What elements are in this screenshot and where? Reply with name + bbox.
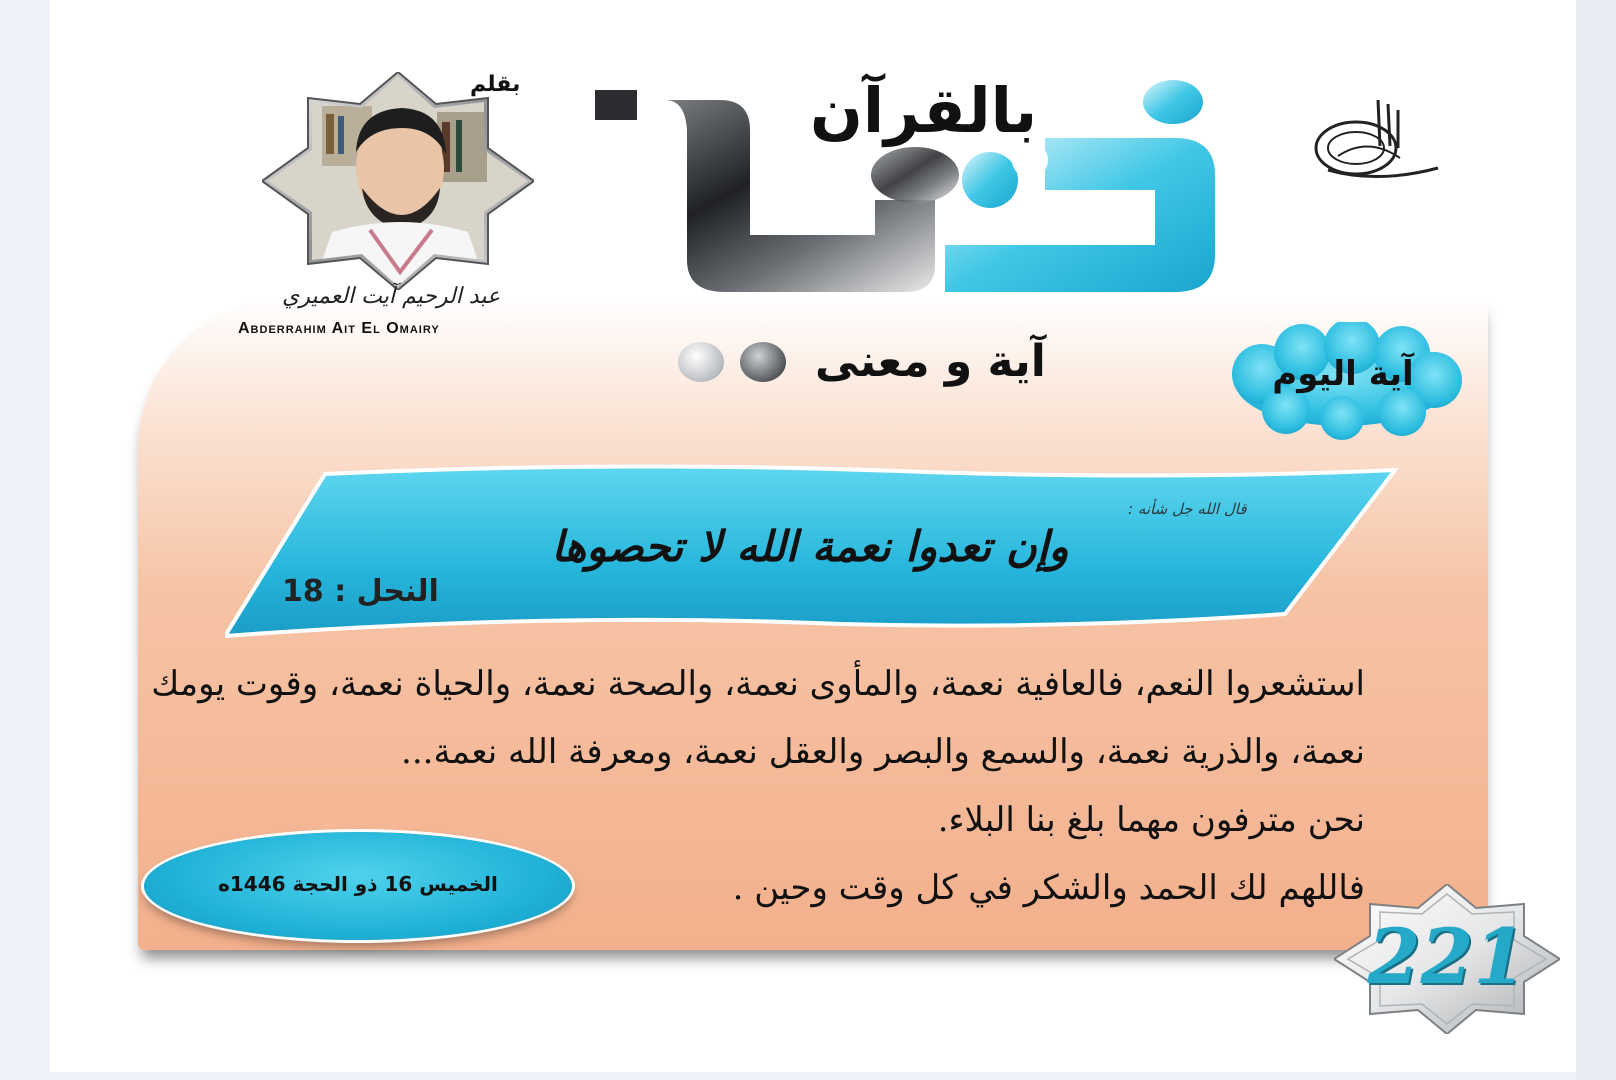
date-label: الخميس 16 ذو الحجة 1446ه xyxy=(218,872,498,896)
issue-number: 221 xyxy=(1367,912,1527,1001)
author-name-latin: Abderrahim Ait El Omairy xyxy=(238,320,440,337)
left-margin xyxy=(0,0,50,1080)
verse-reference: النحل : 18 xyxy=(282,574,439,609)
author-by-label: بقلم xyxy=(470,72,521,97)
verse-text: وإن تعدوا نعمة الله لا تحصوها xyxy=(551,522,1069,571)
body-paragraph: فاللهم لك الحمد والشكر في كل وقت وحين . xyxy=(732,868,1365,908)
decor-dot-light xyxy=(678,342,724,382)
title-top-word: بالقرآن xyxy=(810,74,1038,147)
verse-of-day-label: آية اليوم xyxy=(1272,354,1414,394)
body-paragraph: استشعروا النعم، فالعافية نعمة، والمأوى نعمة، والصحة نعمة، والحياة نعمة، وقوت يومك نعمة، والذرية نعمة، والسمع والبصر والعقل نعمة، ومعرفة الله نعمة... xyxy=(151,664,1365,772)
decor-dot-dark xyxy=(740,342,786,382)
calligraphy-emblem-icon xyxy=(1308,96,1442,192)
author-name-arabic: عبد الرحيم آيت العميري xyxy=(282,284,501,309)
right-margin xyxy=(1576,0,1616,1080)
subtitle: آية و معنى xyxy=(815,336,1046,387)
author-portrait xyxy=(262,72,534,290)
body-paragraph: نحن مترفون مهما بلغ بنا البلاء. xyxy=(937,800,1365,840)
verse-intro: قال الله جل شأنه : xyxy=(1128,500,1247,518)
